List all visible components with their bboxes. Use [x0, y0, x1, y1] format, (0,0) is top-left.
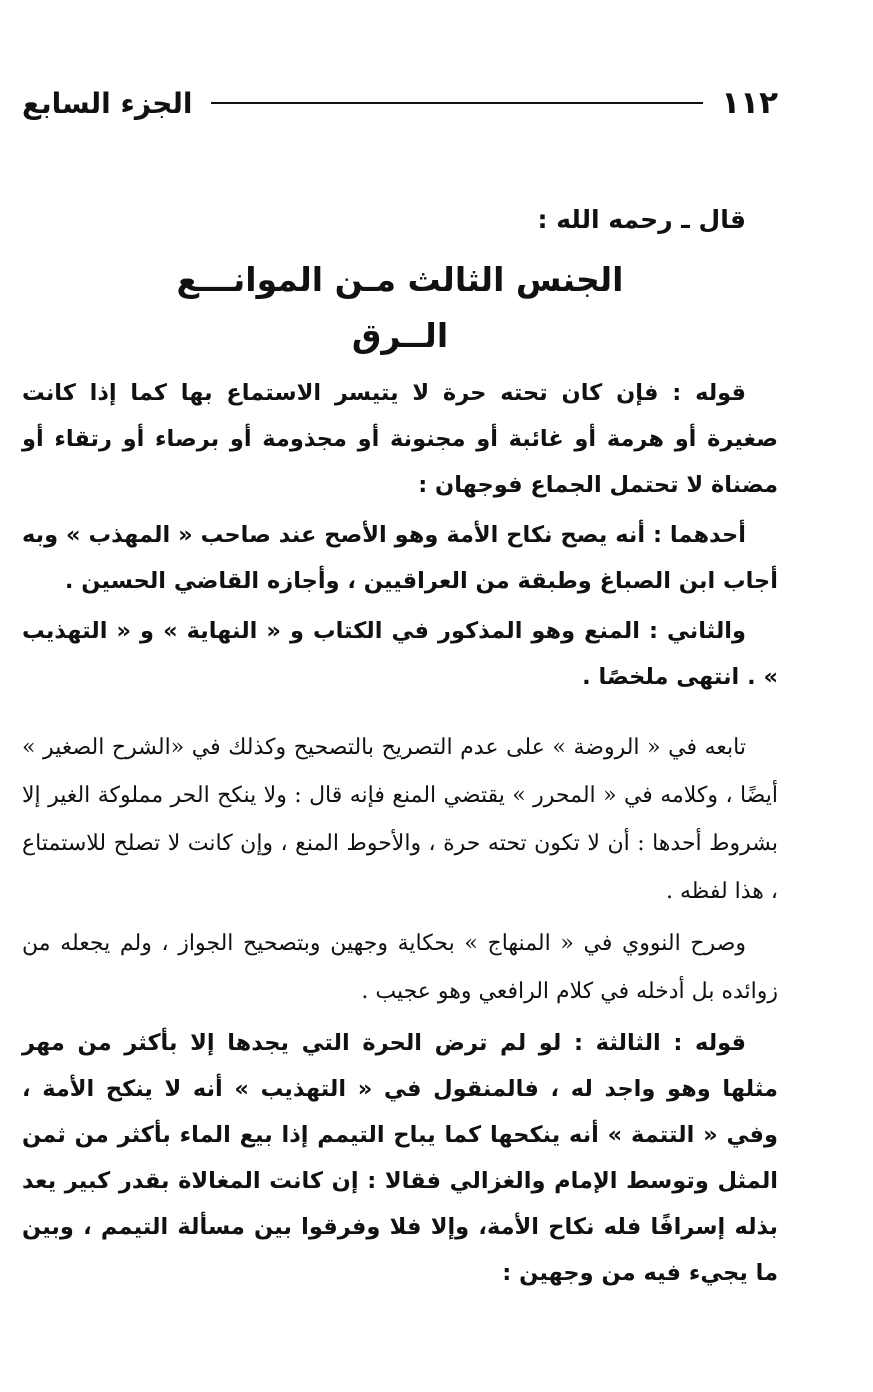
paragraph-first-view: أحدهما : أنه يصح نكاح الأمة وهو الأصح عند صاحب « المهذب » وبه أجاب ابن الصباغ وطبقة من العراقيين ، وأجازه القاضي الحسين . [22, 522, 778, 594]
section-subtitle: الــرق [351, 316, 449, 355]
paragraph-quote-2: قوله : الثالثة : لو لم ترض الحرة التي يجدها إلا بأكثر من مهر مثلها وهو واجد له ، فالمنقول في « التهذيب » أنه لا ينكح الأمة ، وفي « التتمة » أنه ينكحها كما يباح التيمم إذا بيع الماء بأكثر من ثمن المثل وتوسط الإمام والغزالي فقالا : إن كانت المغالاة بقدر كبير يعد بذله إسرافًا فله نكاح الأمة، وإلا فلا وفرقوا بين مسألة التيمم ، وبين ما يجيء فيه من وجهين : [22, 1030, 778, 1286]
paragraph-commentary-1: تابعه في « الروضة » على عدم التصريح بالتصحيح وكذلك في «الشرح الصغير » أيضًا ، وكلامه في « المحرر » يقتضي المنع فإنه قال : ولا ينكح الحر مملوكة الغير إلا بشروط أحدها : أن لا تكون تحته حرة ، والأحوط المنع ، وإن كانت لا تصلح للاستمتاع ، هذا لفظه . [22, 735, 778, 904]
page-number: ١١٢ [721, 85, 778, 121]
section-title: الجنس الثالث مـن الموانـــع [176, 260, 624, 299]
running-head-part-title: الجزء السابع [22, 86, 193, 120]
paragraph-second-view: والثاني : المنع وهو المذكور في الكتاب و « النهاية » و « التهذيب » . انتهى ملخصًا . [22, 618, 778, 690]
paragraph-commentary-2: وصرح النووي في « المنهاج » بحكاية وجهين وبتصحيح الجواز ، ولم يجعله من زوائده بل أدخله في كلام الرافعي وهو عجيب . [22, 931, 778, 1004]
page-body [22, 200, 778, 1300]
header-divider [211, 102, 704, 104]
intro-line: قال ـ رحمه الله : [537, 205, 746, 234]
paragraph-gap [22, 704, 778, 724]
paragraph-quote-1: قوله : فإن كان تحته حرة لا يتيسر الاستماع بها كما إذا كانت صغيرة أو هرمة أو غائبة أو مجنونة أو مجذومة أو برصاء أو رتقاء أو مضناة لا تحتمل الجماع فوجهان : [22, 380, 778, 498]
page-header [22, 78, 778, 128]
